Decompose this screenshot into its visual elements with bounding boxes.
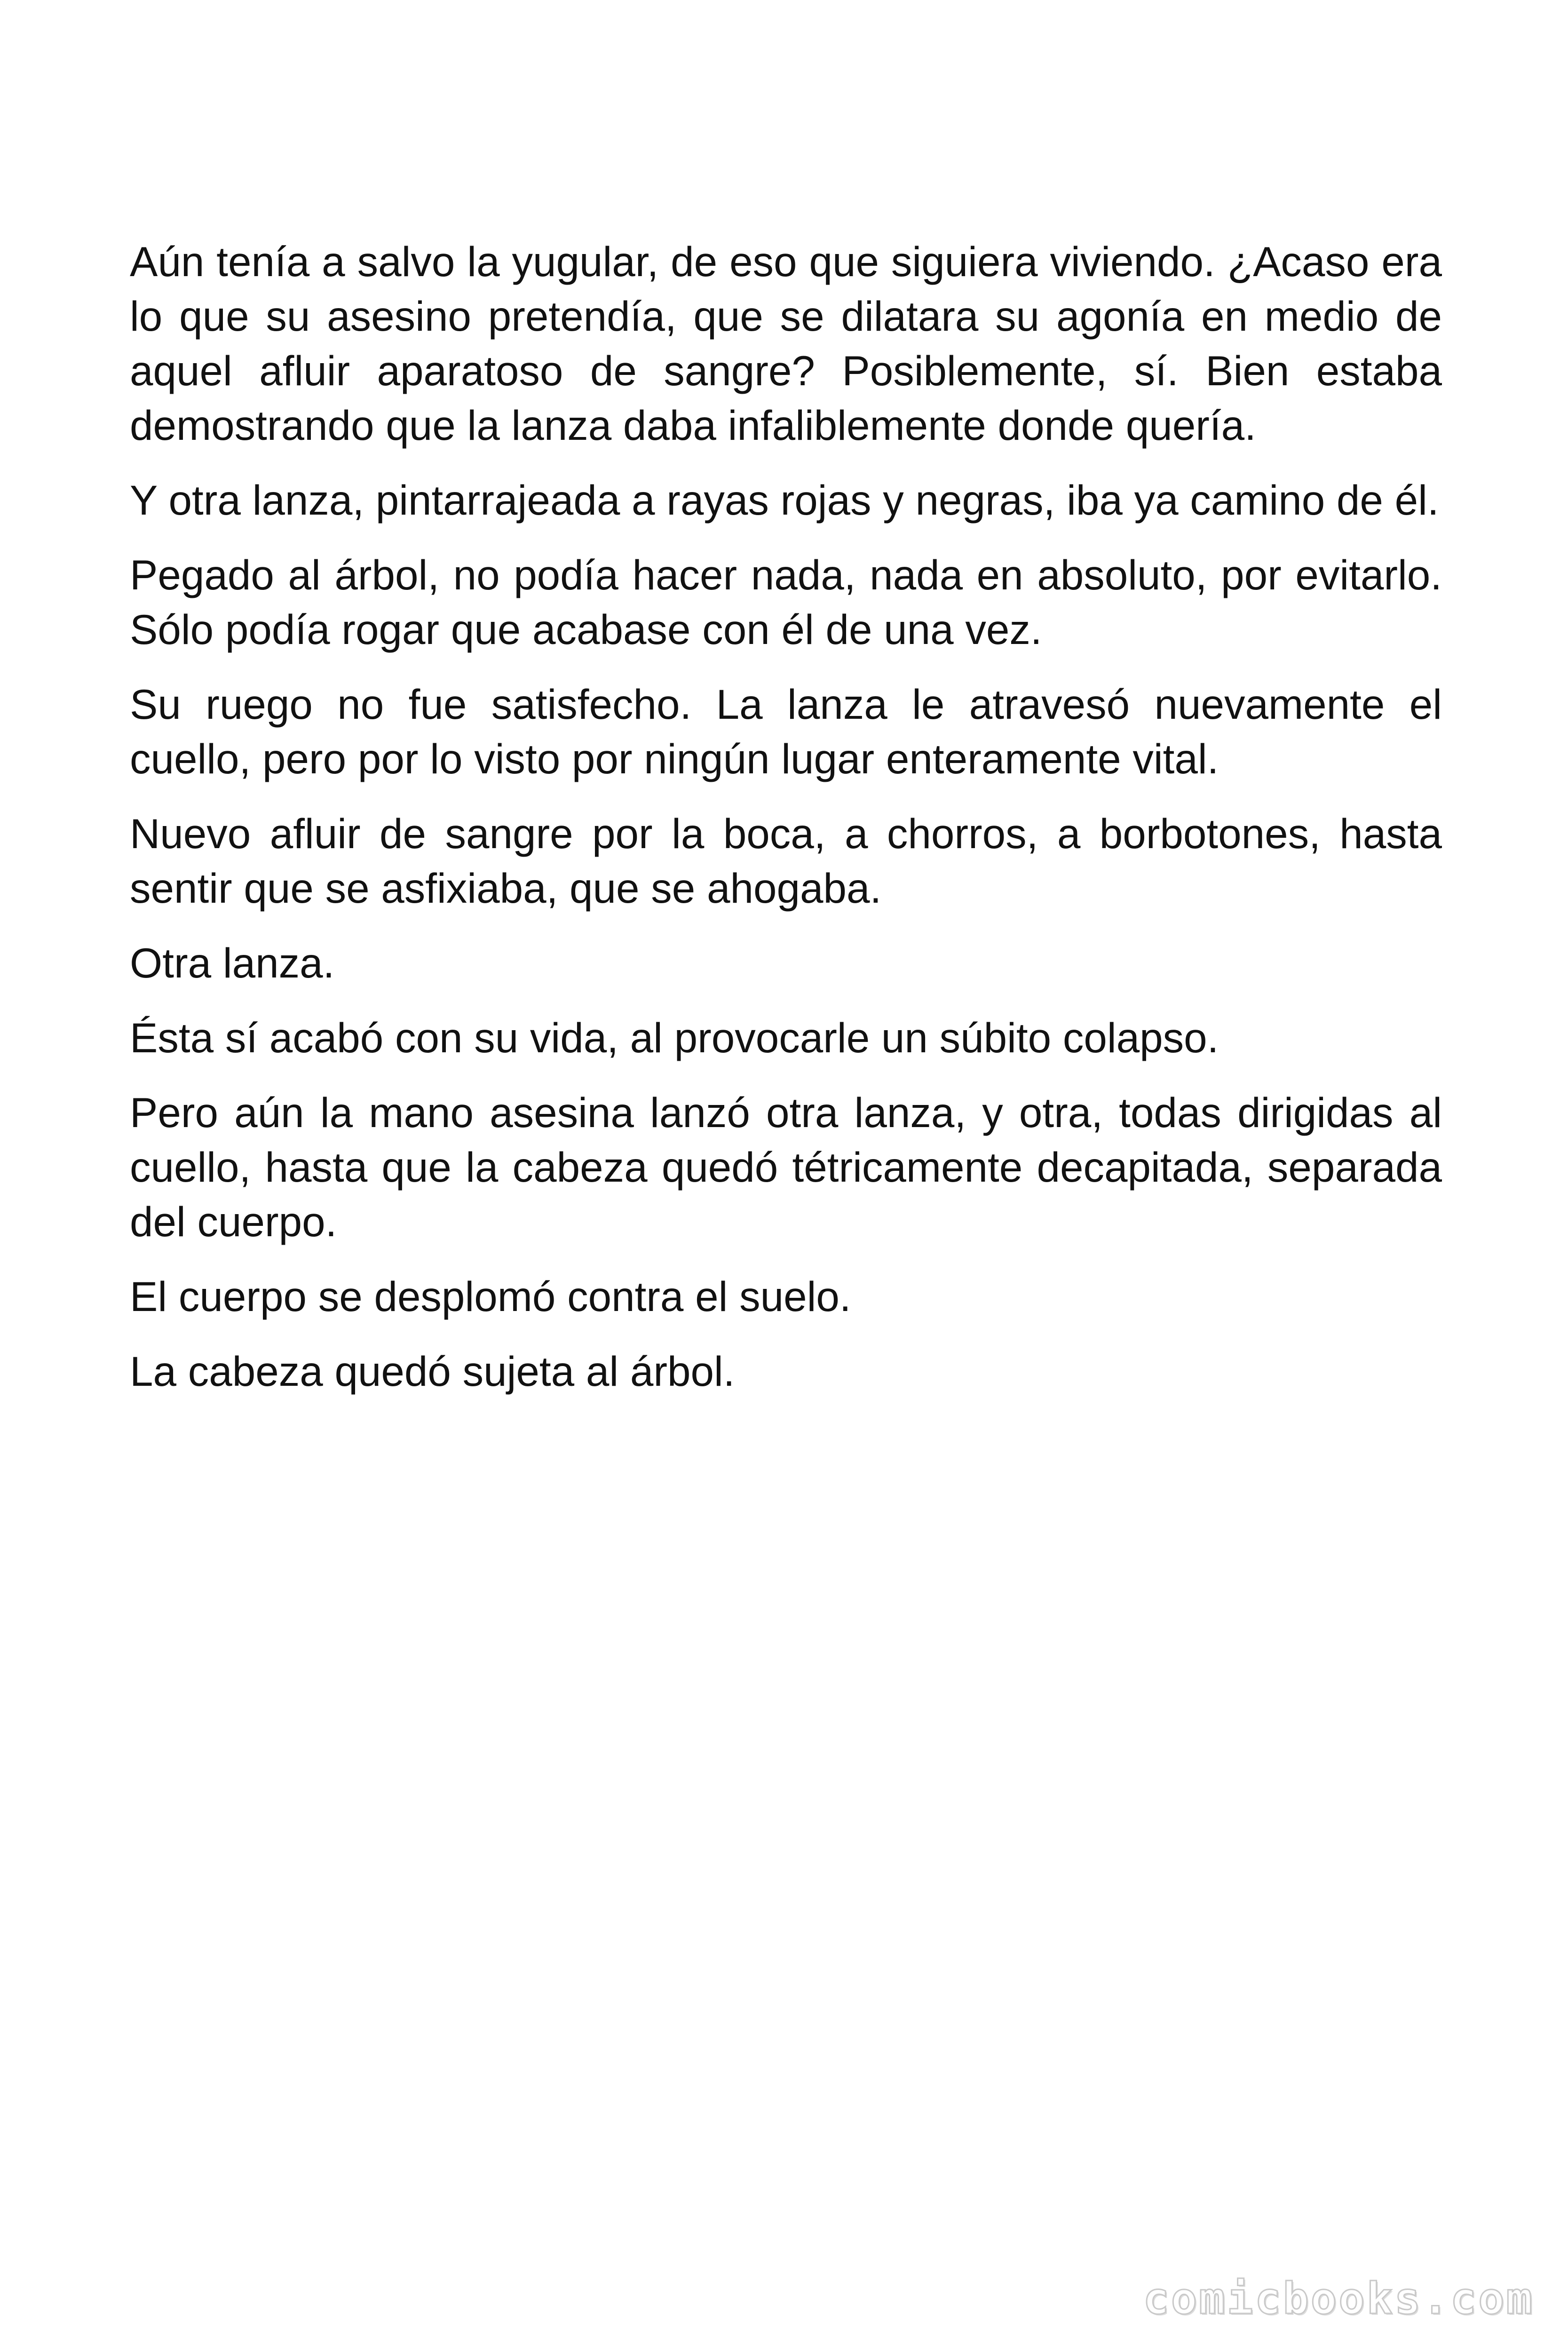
paragraph-4: Su ruego no fue satisfecho. La lanza le atravesó nuevamente el cuello, pero por lo visto por ningún lugar enteramente vital. — [130, 681, 1442, 782]
paragraph-3: Pegado al árbol, no podía hacer nada, nada en absoluto, por evitarlo. Sólo podía rogar que acabase con él de una vez. — [130, 551, 1442, 653]
paragraph-1: Aún tenía a salvo la yugular, de eso que siguiera viviendo. ¿Acaso era lo que su asesino pretendía, que se dilatara su agonía en medio de aquel afluir aparatoso de sangre? Posiblemente, sí. Bien estaba demostrando que la lanza daba infaliblemente donde quería. — [130, 238, 1442, 449]
paragraph-6: Otra lanza. — [130, 939, 335, 986]
body-text — [130, 234, 1442, 1419]
paragraph-7: Ésta sí acabó con su vida, al provocarle un súbito colapso. — [130, 1014, 1219, 1061]
paragraph-5: Nuevo afluir de sangre por la boca, a chorros, a borbotones, hasta sentir que se asfixiaba, que se ahogaba. — [130, 810, 1442, 912]
paragraph-8: Pero aún la mano asesina lanzó otra lanza, y otra, todas dirigidas al cuello, hasta que la cabeza quedó tétricamente decapitada, separada del cuerpo. — [130, 1089, 1442, 1245]
paragraph-10: La cabeza quedó sujeta al árbol. — [130, 1348, 735, 1395]
paragraph-9: El cuerpo se desplomó contra el suelo. — [130, 1273, 851, 1320]
watermark: comicbooks.com — [1143, 2273, 1534, 2324]
paragraph-2: Y otra lanza, pintarrajeada a rayas rojas y negras, iba ya camino de él. — [130, 477, 1439, 524]
